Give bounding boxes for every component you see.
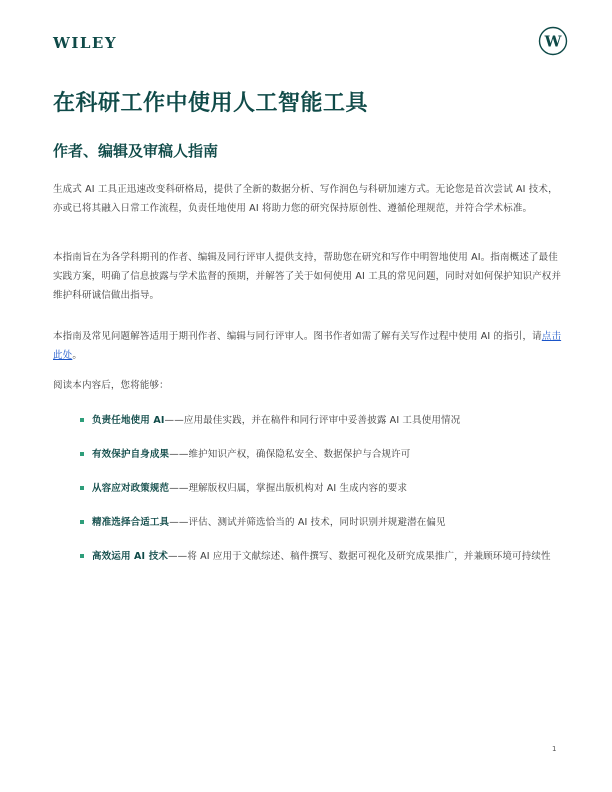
bullet-lead: 高效运用 AI 技术 xyxy=(92,551,169,562)
wiley-logo-icon xyxy=(538,26,568,56)
intro-paragraph: 生成式 AI 工具正迅速改变科研格局，提供了全新的数据分析、写作润色与科研加速方式。无论您是首次尝试 AI 技术，亦或已将其融入日常工作流程，负责任地使用 AI 将助力您的研究保持原创性、遵循伦理规范，并符合学术标准。 xyxy=(53,184,558,214)
bullet-text: ——应用最佳实践，并在稿件和同行评审中妥善披露 AI 工具使用情况 xyxy=(164,415,461,426)
bullet-lead: 有效保护自身成果 xyxy=(92,449,170,460)
list-item xyxy=(80,445,570,464)
bullet-icon xyxy=(80,486,84,490)
bullet-lead: 从容应对政策规范 xyxy=(92,483,170,494)
bullet-icon xyxy=(80,520,84,524)
outcomes-list xyxy=(80,411,570,581)
scope-text: 本指南及常见问题解答适用于期刊作者、编辑与同行评审人。图书作者如需了解有关写作过程中使用 AI 的指引，请 xyxy=(53,331,542,342)
list-item xyxy=(80,513,570,532)
purpose-paragraph: 本指南旨在为各学科期刊的作者、编辑及同行评审人提供支持，帮助您在研究和写作中明智地使用 AI。指南概述了最佳实践方案，明确了信息披露与学术监督的预期，并解答了关于如何使用 AI 工具的常见问题，同时对如何保护知识产权并维护科研诚信做出指导。 xyxy=(53,252,562,301)
list-item xyxy=(80,479,570,498)
bullet-lead: 精准选择合适工具 xyxy=(92,517,170,528)
list-item xyxy=(80,547,570,566)
list-item xyxy=(80,411,570,430)
bullet-text: ——理解版权归属，掌握出版机构对 AI 生成内容的要求 xyxy=(169,483,408,494)
bullet-text: ——评估、测试并筛选恰当的 AI 技术，同时识别并规避潜在偏见 xyxy=(169,517,446,528)
page-subtitle: 作者、编辑及审稿人指南 xyxy=(53,142,219,160)
bullet-text: ——将 AI 应用于文献综述、稿件撰写、数据可视化及研究成果推广，并兼顾环境可持续性 xyxy=(168,551,551,562)
page-number: 1 xyxy=(552,745,557,753)
bullet-icon xyxy=(80,452,84,456)
bullet-text: ——维护知识产权，确保隐私安全、数据保护与合规许可 xyxy=(169,449,411,460)
logo-letter: W xyxy=(544,32,562,51)
outcomes-intro: 阅读本内容后，您将能够： xyxy=(53,380,169,391)
page-title: 在科研工作中使用人工智能工具 xyxy=(53,91,369,116)
bullet-icon xyxy=(80,418,84,422)
scope-paragraph xyxy=(53,327,563,365)
wiley-wordmark: WILEY xyxy=(53,34,118,52)
click-here-link[interactable]: 点击此处 xyxy=(53,331,562,361)
bullet-lead: 负责任地使用 AI xyxy=(92,415,165,426)
scope-text-end: 。 xyxy=(72,350,82,361)
bullet-icon xyxy=(80,554,84,558)
